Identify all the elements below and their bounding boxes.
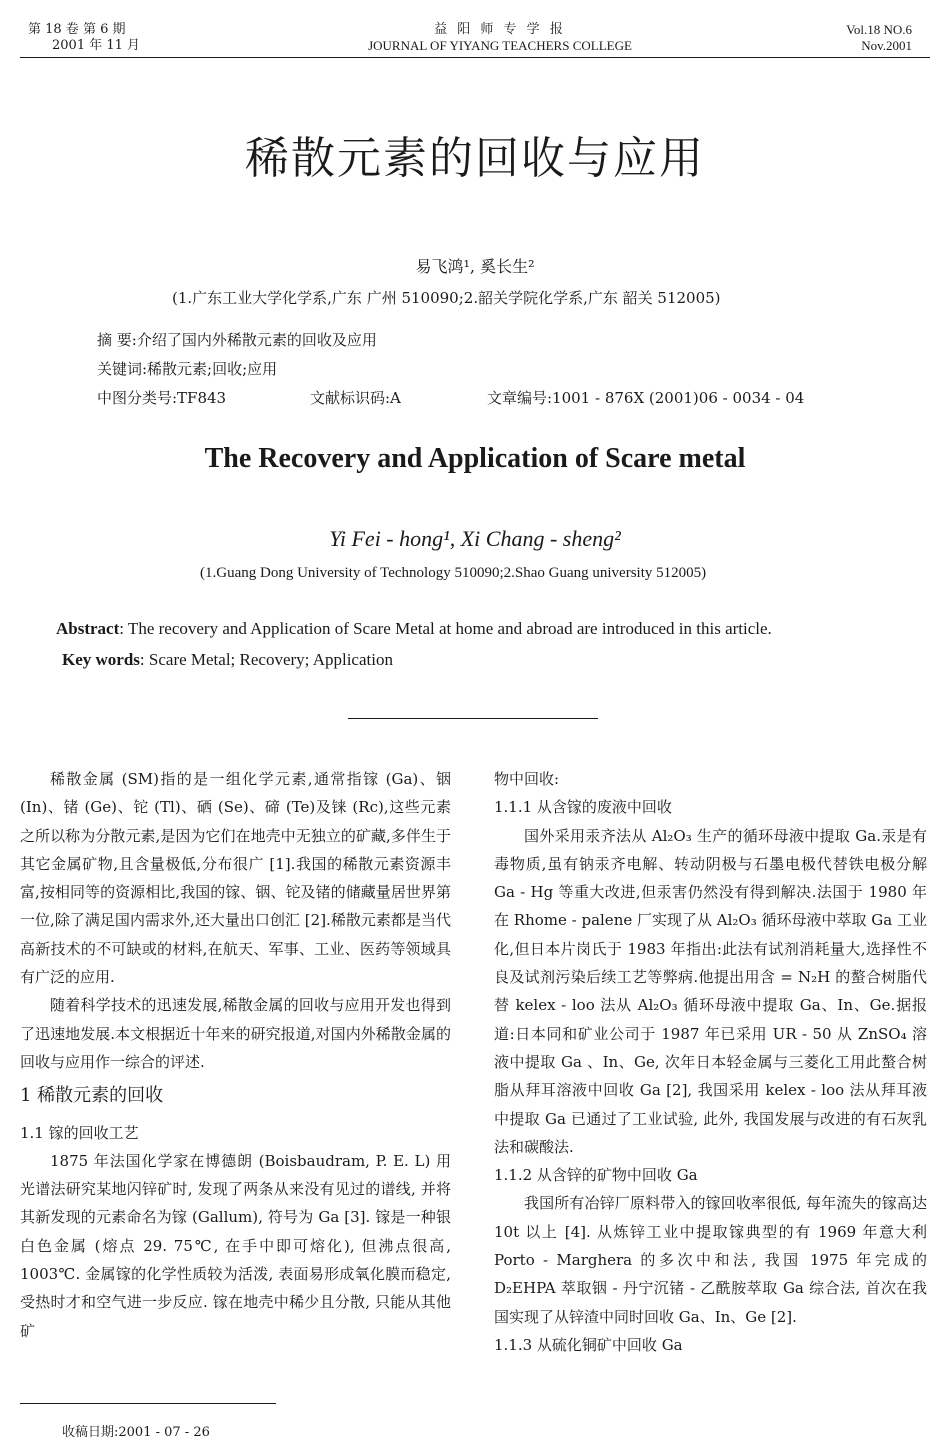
paragraph-intro: 稀散金属 (SM)指的是一组化学元素,通常指镓 (Ga)、铟 (In)、锗 (Ge)、铊 (Tl)、硒 (Se)、碲 (Te)及铼 (Rc),这些元素之所以称为分散元素,是因为它们在地壳中无独立的矿藏,多伴生于其它金属矿物,且含量极低,分布很广 [1].我国的稀散元素资源丰富,按相同等的资源相比,我国的镓、铟、铊及锗的储藏量居世界第一位,除了满足国内需求外,还大量出口创汇 [2].稀散元素都是当代高新技术的不可缺或的材料,在航天、军事、工业、医药等领域具有广泛的应用. <box>20 770 451 987</box>
page-title-cn: 稀散元素的回收与应用 <box>245 133 705 184</box>
section-heading-1: 1 稀散元素的回收 <box>20 1085 164 1107</box>
keywords-en-label: Key words <box>62 650 140 669</box>
document-code: 文献标识码:A <box>310 389 401 407</box>
body-right-column <box>494 765 927 1359</box>
subsection-heading-1-1-1: 1.1.1 从含镓的废液中回收 <box>494 798 672 817</box>
header-volume-issue: 第 18 卷 第 6 期 <box>28 22 126 37</box>
abstract-en-text: : The recovery and Application of Scare Metal at home and abroad are introduced in this article. <box>119 619 772 638</box>
affiliation-cn: (1.广东工业大学化学系,广东 广州 510090;2.韶关学院化学系,广东 韶关 512005) <box>172 289 721 307</box>
header-date-en: Nov.2001 <box>861 38 912 53</box>
separator-rule <box>348 718 598 719</box>
abstract-cn: 摘 要:介绍了国内外稀散元素的回收及应用 <box>97 331 377 349</box>
header-journal-en: JOURNAL OF YIYANG TEACHERS COLLEGE <box>368 38 632 53</box>
keywords-en <box>62 649 393 671</box>
subsection-heading-1-1-3: 1.1.3 从硫化铜矿中回收 Ga <box>494 1335 683 1354</box>
received-date: 收稿日期:2001 - 07 - 26 <box>62 1425 210 1440</box>
subsection-heading-1-1-2: 1.1.2 从含锌的矿物中回收 Ga <box>494 1166 698 1185</box>
paragraph-waste-liquid: 国外采用汞齐法从 Al₂O₃ 生产的循环母液中提取 Ga.汞是有毒物质,虽有钠汞齐电解、转动阴极与石墨电极代替铁电极分解 Ga - Hg 等重大改进,但汞害仍然没有得到解决.法国于 1980 年在 Rhome - palene 厂实现了从 Al₂O₃ 循环母液中萃取 Ga 工业化,但日本片岗氏于 1983 年指出:此法有试剂消耗量大,选择性不良及试剂污染后续工艺等弊病.他提出用含 = N₂H 的螯合树脂代替 kelex - loo 法从 Al₂O₃ 循环母液中提取 Ga、In、Ge.据报道:日本同和矿业公司于 1987 年已采用 UR - 50 从 ZnSO₄ 溶液中提取 Ga 、In、Ge, 次年日本轻金属与三菱化工用此螯合树脂从拜耳溶液中回收 Ga [2], 我国采用 kelex - loo 法从拜耳液中提取 Ga 已通过了工业试验, 此外, 我国发展与改进的有石灰乳法和碳酸法. <box>494 826 927 1156</box>
abstract-en-label: Abstract <box>56 619 120 638</box>
header-date-cn: 2001 年 11 月 <box>52 38 141 53</box>
authors-cn: 易飞鸿¹, 奚长生² <box>415 257 535 276</box>
paragraph-zinc-minerals: 我国所有冶锌厂原料带入的镓回收率很低, 每年流失的镓高达 10t 以上 [4]. 从炼锌工业中提取镓典型的有 1969 年意大利 Porto - Marghera 的多次中和法, 我国 1975 年完成的 D₂EHPA 萃取铟 - 丹宁沉锗 - 乙酰胺萃取 Ga 综合法, 首次在我国实现了从锌渣中同时回收 Ga、In、Ge [2]. <box>494 1194 927 1326</box>
header-journal-cn: 益 阳 师 专 学 报 <box>434 22 566 37</box>
paragraph-continuation: 物中回收: <box>494 770 560 788</box>
body-left-column <box>20 765 451 1345</box>
authors-en: Yi Fei - hong¹, Xi Chang - sheng² <box>329 526 621 551</box>
footnote-rule <box>20 1403 276 1404</box>
page-title-en: The Recovery and Application of Scare metal <box>204 443 746 474</box>
paragraph-gallium-history: 1875 年法国化学家在博德朗 (Boisbaudram, P. E. L) 用光谱法研究某地闪锌矿时, 发现了两条从来没有见过的谱线, 并将其新发现的元素命名为镓 (Gallum), 符号为 Ga [3]. 镓是一种银白色金属 (熔点 29. 75℃, 在手中即可熔化), 但沸点很高, 1003℃. 金属镓的化学性质较为活泼, 表面易形成氧化膜而稳定, 受热时才和空气进一步反应. 镓在地壳中稀少且分散, 只能从其他矿 <box>20 1151 451 1340</box>
header-rule <box>20 57 930 58</box>
subsection-heading-1-1: 1.1 镓的回收工艺 <box>20 1123 139 1142</box>
affiliation-en: (1.Guang Dong University of Technology 510090;2.Shao Guang university 512005) <box>200 565 707 581</box>
keywords-en-text: : Scare Metal; Recovery; Application <box>139 650 393 669</box>
article-number: 文章编号:1001 - 876X (2001)06 - 0034 - 04 <box>487 389 805 407</box>
classification-number: 中图分类号:TF843 <box>97 389 227 407</box>
header-vol-no: Vol.18 NO.6 <box>846 22 912 37</box>
abstract-en <box>56 618 772 640</box>
paragraph-overview: 随着科学技术的迅速发展,稀散金属的回收与应用开发也得到了迅速地发展.本文根据近十年来的研究报道,对国内外稀散金属的回收与应用作一综合的评述. <box>20 996 451 1071</box>
keywords-cn: 关键词:稀散元素;回收;应用 <box>97 360 278 378</box>
